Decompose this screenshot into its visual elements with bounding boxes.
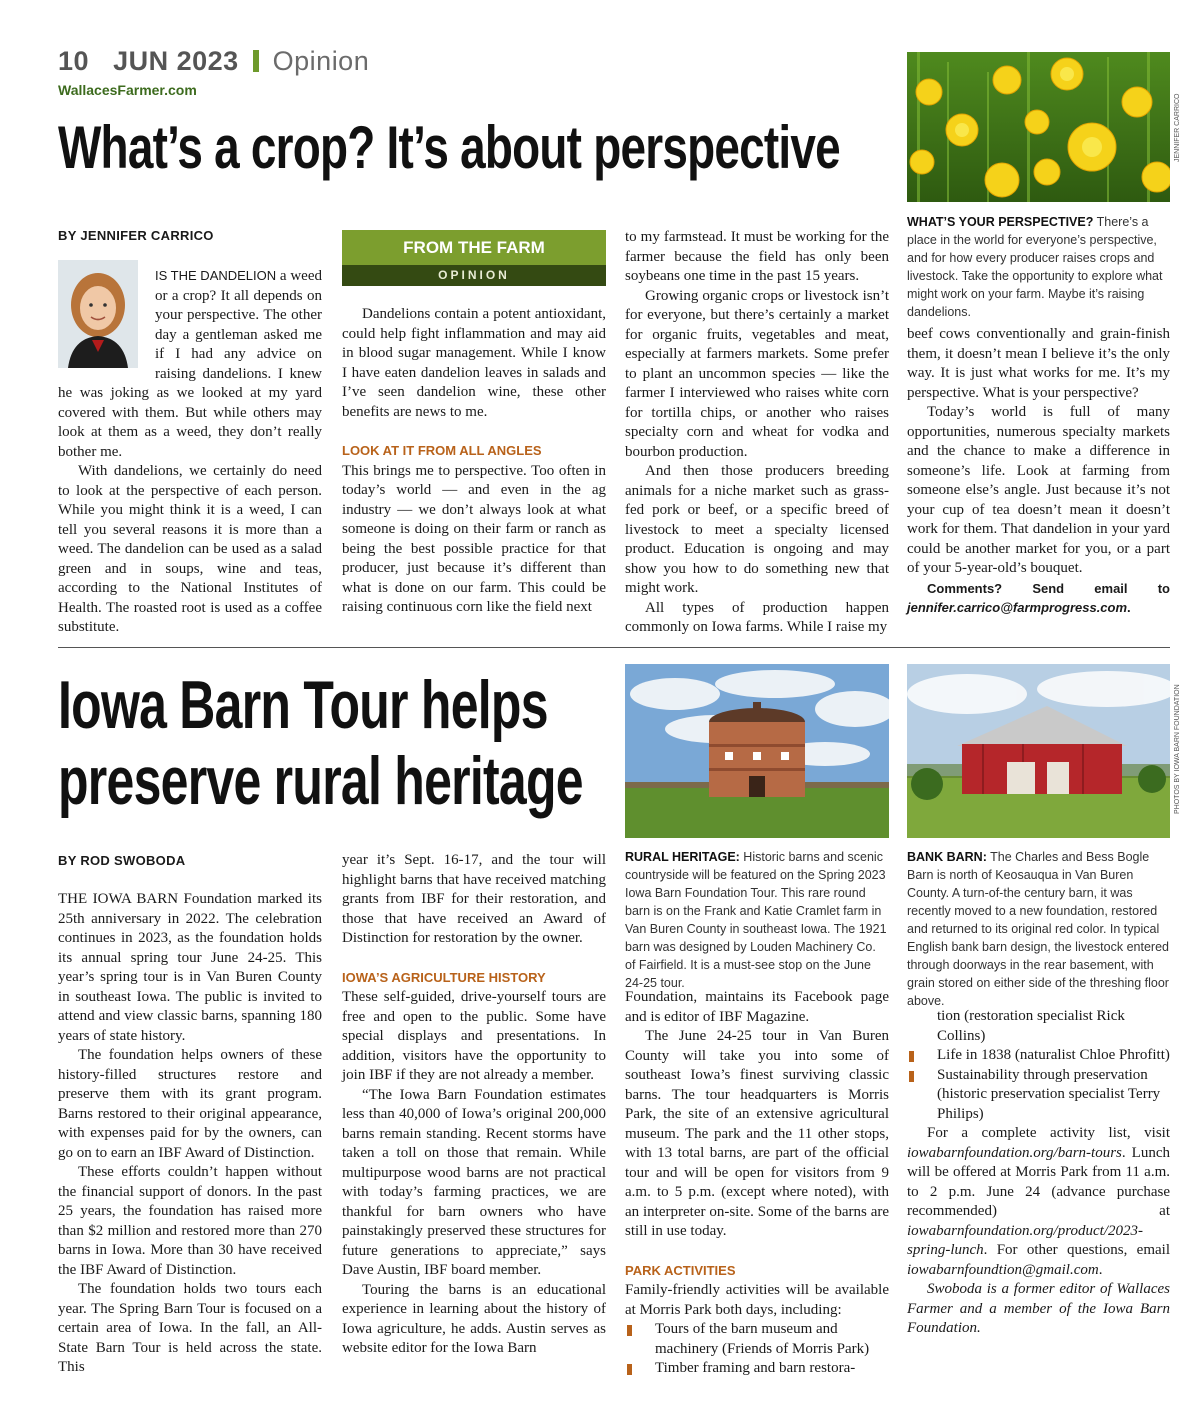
- portrait-wrap-space: [58, 266, 155, 368]
- comments-email-link[interactable]: jennifer.carrico@farmprogress.com: [907, 600, 1128, 615]
- paragraph: “The Iowa Barn Foundation estimates less than 40,000 of Iowa’s original 200,000 barns remain standing. Recent storms have taken a toll on those that remain. While multipurpose wood barns are not practical with today’s farming practices, we are thankful for barn owners who have painstakingly preserved these structures for future generations to appreciate,” says Dave Austin, IBF board member.: [342, 1086, 606, 1278]
- article2-column3: [625, 988, 889, 1379]
- dandelion-caption: [907, 213, 1170, 321]
- column-label-subtitle: OPINION: [342, 265, 606, 286]
- caption-text: The Charles and Bess Bogle Barn is north of Keosauqua in Van Buren County. A turn-of-the century barn, it was recently moved to a new foundation, restored and returned to its original red color. In typical English bank barn design, the livestock entered through doorways in the rear basement, with grain stored on either side of the threshing floor above.: [907, 850, 1169, 1008]
- article2-column4: [907, 1007, 1170, 1339]
- bank-barn-photo: [907, 664, 1170, 838]
- lunch-link[interactable]: iowabarnfoundation.org/product/2023-spring-lunch: [907, 1222, 1143, 1258]
- article1-headline: What’s a crop? It’s about perspective: [58, 114, 840, 181]
- activity-list: [625, 1320, 889, 1379]
- site-name: WallacesFarmer.com: [58, 82, 197, 98]
- paragraph: Dandelions contain a potent antioxidant, could help fight inflammation and may aid in blood sugar management. While I know I have eaten dandelion leaves in salads and I’ve seen dandelion wine, these other benefits are news to me.: [342, 306, 606, 420]
- caption-lead: BANK BARN:: [907, 850, 987, 864]
- paragraph: This brings me to perspective. Too often in today’s world — and even in the ag industry — we don’t always look at what someone is doing on their farm or ranch as being the best possible practice for that producer, just because it’s different than what is done on our farm. This could be raising continuous corn like the field next: [342, 462, 606, 615]
- comments-end: .: [1127, 600, 1131, 615]
- article2-headline-line1: Iowa Barn Tour helps: [58, 667, 548, 743]
- paragraph: Foundation, maintains its Facebook page and is editor of IBF Magazine.: [625, 989, 889, 1025]
- author-note: Swoboda is a former editor of Wallaces Farmer and a member of the Iowa Barn Foundation.: [907, 1281, 1170, 1336]
- dandelion-photo: [907, 52, 1170, 202]
- list-item: Life in 1838 (naturalist Chloe Phrofitt): [907, 1046, 1170, 1066]
- page-number: 10: [58, 46, 90, 76]
- section-divider: [58, 647, 1170, 648]
- paragraph: The foundation holds two tours each year. The Spring Barn Tour is focused on a certain area of Iowa. In the fall, an All-State Barn Tour is held across the state. This: [58, 1281, 322, 1375]
- comments-line: [907, 579, 1170, 618]
- paragraph: [58, 890, 322, 1046]
- issue-date: JUN 2023: [113, 46, 239, 76]
- paragraph: Touring the barns is an educational experience in learning about the history of Iowa agriculture, he adds. Austin serves as website editor for the Iowa Barn: [342, 1281, 606, 1356]
- paragraph: Family-friendly activities will be available at Morris Park both days, including:: [625, 1282, 889, 1318]
- paragraph: And then those producers breeding animals for a niche market such as grass-fed pork or beef, or a specific breed of livestock to meet a specialty licensed product. Education is ongoing and may show you how to do something new that might work.: [625, 463, 889, 596]
- paragraph: All types of production happen commonly on Iowa farms. While I raise my: [625, 599, 889, 635]
- photo-credit-1: JENNIFER CARRICO: [1174, 93, 1181, 162]
- paragraph-text: . Lunch will be offered at Morris Park from 11 a.m. to 2 p.m. June 24 (advance purchase recommended) at: [907, 1144, 1170, 1219]
- paragraph-text: . For other questions, email: [983, 1242, 1170, 1258]
- round-barn-caption: [625, 848, 889, 992]
- comments-label: Comments? Send email to: [927, 580, 1170, 596]
- paragraph-text: .: [1098, 1261, 1103, 1278]
- column-label-title: FROM THE FARM: [342, 230, 606, 265]
- caption-text: Historic barns and scenic countryside will be featured on the Spring 2023 Iowa Barn Foundation Tour. This rare round barn is on the Frank and Katie Cramlet farm in Van Buren County in southeast Iowa. The 1921 barn was designed by Louden Machinery Co. of Fairfield. It is a must-see stop on the June 24-25 tour.: [625, 850, 887, 990]
- article2-headline-line2: preserve rural heritage: [58, 743, 583, 819]
- paragraph: year it’s Sept. 16-17, and the tour will highlight barns that have received matching grants from IBF for their restoration, and those that have received an Award of Distinction for restoration by the owner.: [342, 852, 606, 946]
- photo-credit-2: PHOTOS BY IOWA BARN FOUNDATION: [1174, 684, 1181, 814]
- caption-lead: RURAL HERITAGE:: [625, 850, 740, 864]
- subhead: PARK ACTIVITIES: [625, 1262, 736, 1278]
- byline: BY ROD SWOBODA: [58, 853, 186, 868]
- paragraph: to my farmstead. It must be working for the farmer because the field has only been soybeans one time in the past 15 years.: [625, 229, 889, 284]
- activity-list-continued: [907, 1007, 1170, 1124]
- paragraph: [907, 1124, 1170, 1280]
- byline: BY JENNIFER CARRICO: [58, 228, 214, 243]
- section-name: Opinion: [272, 46, 370, 76]
- paragraph-text: Foundation marked its 25th anniversary in 2022. The celebration continues in 2023, as the foundation holds its annual spring tour June 24-25. This year’s spring tour is in Van Buren County in southeast Iowa. The public is invited to attend and view classic barns, spanning 180 years of state history.: [58, 891, 322, 1044]
- tours-link[interactable]: iowabarnfoundation.org/barn-tours: [907, 1144, 1122, 1161]
- paragraph: beef cows conventionally and grain-finish them, it doesn’t mean I believe it’s the only way. It is just what works for me. It’s my perspective. What is your perspective?: [907, 326, 1170, 401]
- list-item: tion (restoration specialist Rick Collins): [937, 1008, 1125, 1044]
- caption-lead: WHAT’S YOUR PERSPECTIVE?: [907, 215, 1094, 229]
- paragraph-text: For a complete activity list, visit: [927, 1125, 1170, 1141]
- article2-column2: [342, 851, 606, 1359]
- folio: [58, 46, 369, 77]
- paragraph: These efforts couldn’t happen without the financial support of donors. In the past 25 years, the foundation has raised more than $2 million and restored more than 270 barns in Iowa. More than 30 have received the IBF Award of Distinction.: [58, 1164, 322, 1278]
- article1-column1: [58, 266, 322, 638]
- paragraph: The foundation helps owners of these history-filled structures restore and preserve them with its grant program. Barns restored to their original appearance, with expenses paid for by the owners, can go on to earn an IBF Award of Distinction.: [58, 1047, 322, 1161]
- article2-column1: [58, 890, 322, 1378]
- list-item: Sustainability through preservation (historic preservation specialist Terry Philips): [907, 1066, 1170, 1125]
- paragraph: Today’s world is full of many opportunities, numerous specialty markets and the chance to make a difference in someone’s life. Look at farming from someone else’s angle. Just because it’s not your cup of tea doesn’t mean it doesn’t work for them. That dandelion in your yard could be another market for you, or a part of your 5-year-old’s bouquet.: [907, 404, 1170, 576]
- paragraph-text: a weed or a crop? It all depends on your perspective. The other day a gentleman asked me if I had any advice on raising dandelions. I knew he was joking as we looked at my yard covered with them. But while others may look at them as a weed, they don’t really bother me.: [58, 268, 322, 460]
- bank-barn-caption: [907, 848, 1170, 1010]
- list-item: Tours of the barn museum and machinery (Friends of Morris Park): [625, 1320, 889, 1359]
- paragraph: The June 24-25 tour in Van Buren County will take you into some of southeast Iowa’s finest surviving classic barns. The tour headquarters is Morris Park, the site of an extensive agricultural museum. The park and the 11 other stops, with 13 total barns, are part of the official tour and will be open for visitors from 9 a.m. to 5 p.m. (except where noted), with an interpreter on-site. Some of the barns are still in use today.: [625, 1028, 889, 1239]
- lead-in: THE IOWA BARN: [58, 891, 179, 907]
- subhead: IOWA’S AGRICULTURE HISTORY: [342, 969, 546, 985]
- article1-column4: [907, 325, 1170, 618]
- article1-column3: [625, 228, 889, 638]
- round-barn-photo: [625, 664, 889, 838]
- folio-divider: [253, 50, 259, 72]
- paragraph: These self-guided, drive-yourself tours are free and open to the public. Some have special displays and presentations. In addition, visitors have the opportunity to join IBF if they are not already a member.: [342, 989, 606, 1083]
- paragraph: With dandelions, we certainly do need to look at the perspective of each person. While you might think it is a weed, I can tell you several reasons it is more than a weed. The dandelion can be used as a salad green and in soups, wine and teas, according to the National Institutes of Health. The roasted root is used as a coffee substitute.: [58, 463, 322, 635]
- list-item: Timber framing and barn restora-: [625, 1359, 889, 1379]
- email-link[interactable]: iowabarnfoundtion@gmail.com: [907, 1261, 1099, 1278]
- article1-column2: [342, 305, 606, 618]
- dropcap-lead: IS THE DANDELION: [155, 268, 277, 283]
- caption-text: There’s a place in the world for everyone’s perspective, and for how every producer raises crops and livestock. Take the opportunity to explore what might work on your farm. Maybe it’s raising dandelions.: [907, 215, 1163, 319]
- column-label: [342, 230, 606, 286]
- paragraph: Growing organic crops or livestock isn’t for everyone, but there’s certainly a market for organic fruits, vegetables and meat, especially at farmers markets. Some prefer to plant an uncommon species — like the farmer I interviewed who raises white corn for tortilla chips, or another who raises specialty corn and wheat for vodka and bourbon production.: [625, 287, 889, 460]
- subhead: LOOK AT IT FROM ALL ANGLES: [342, 443, 542, 458]
